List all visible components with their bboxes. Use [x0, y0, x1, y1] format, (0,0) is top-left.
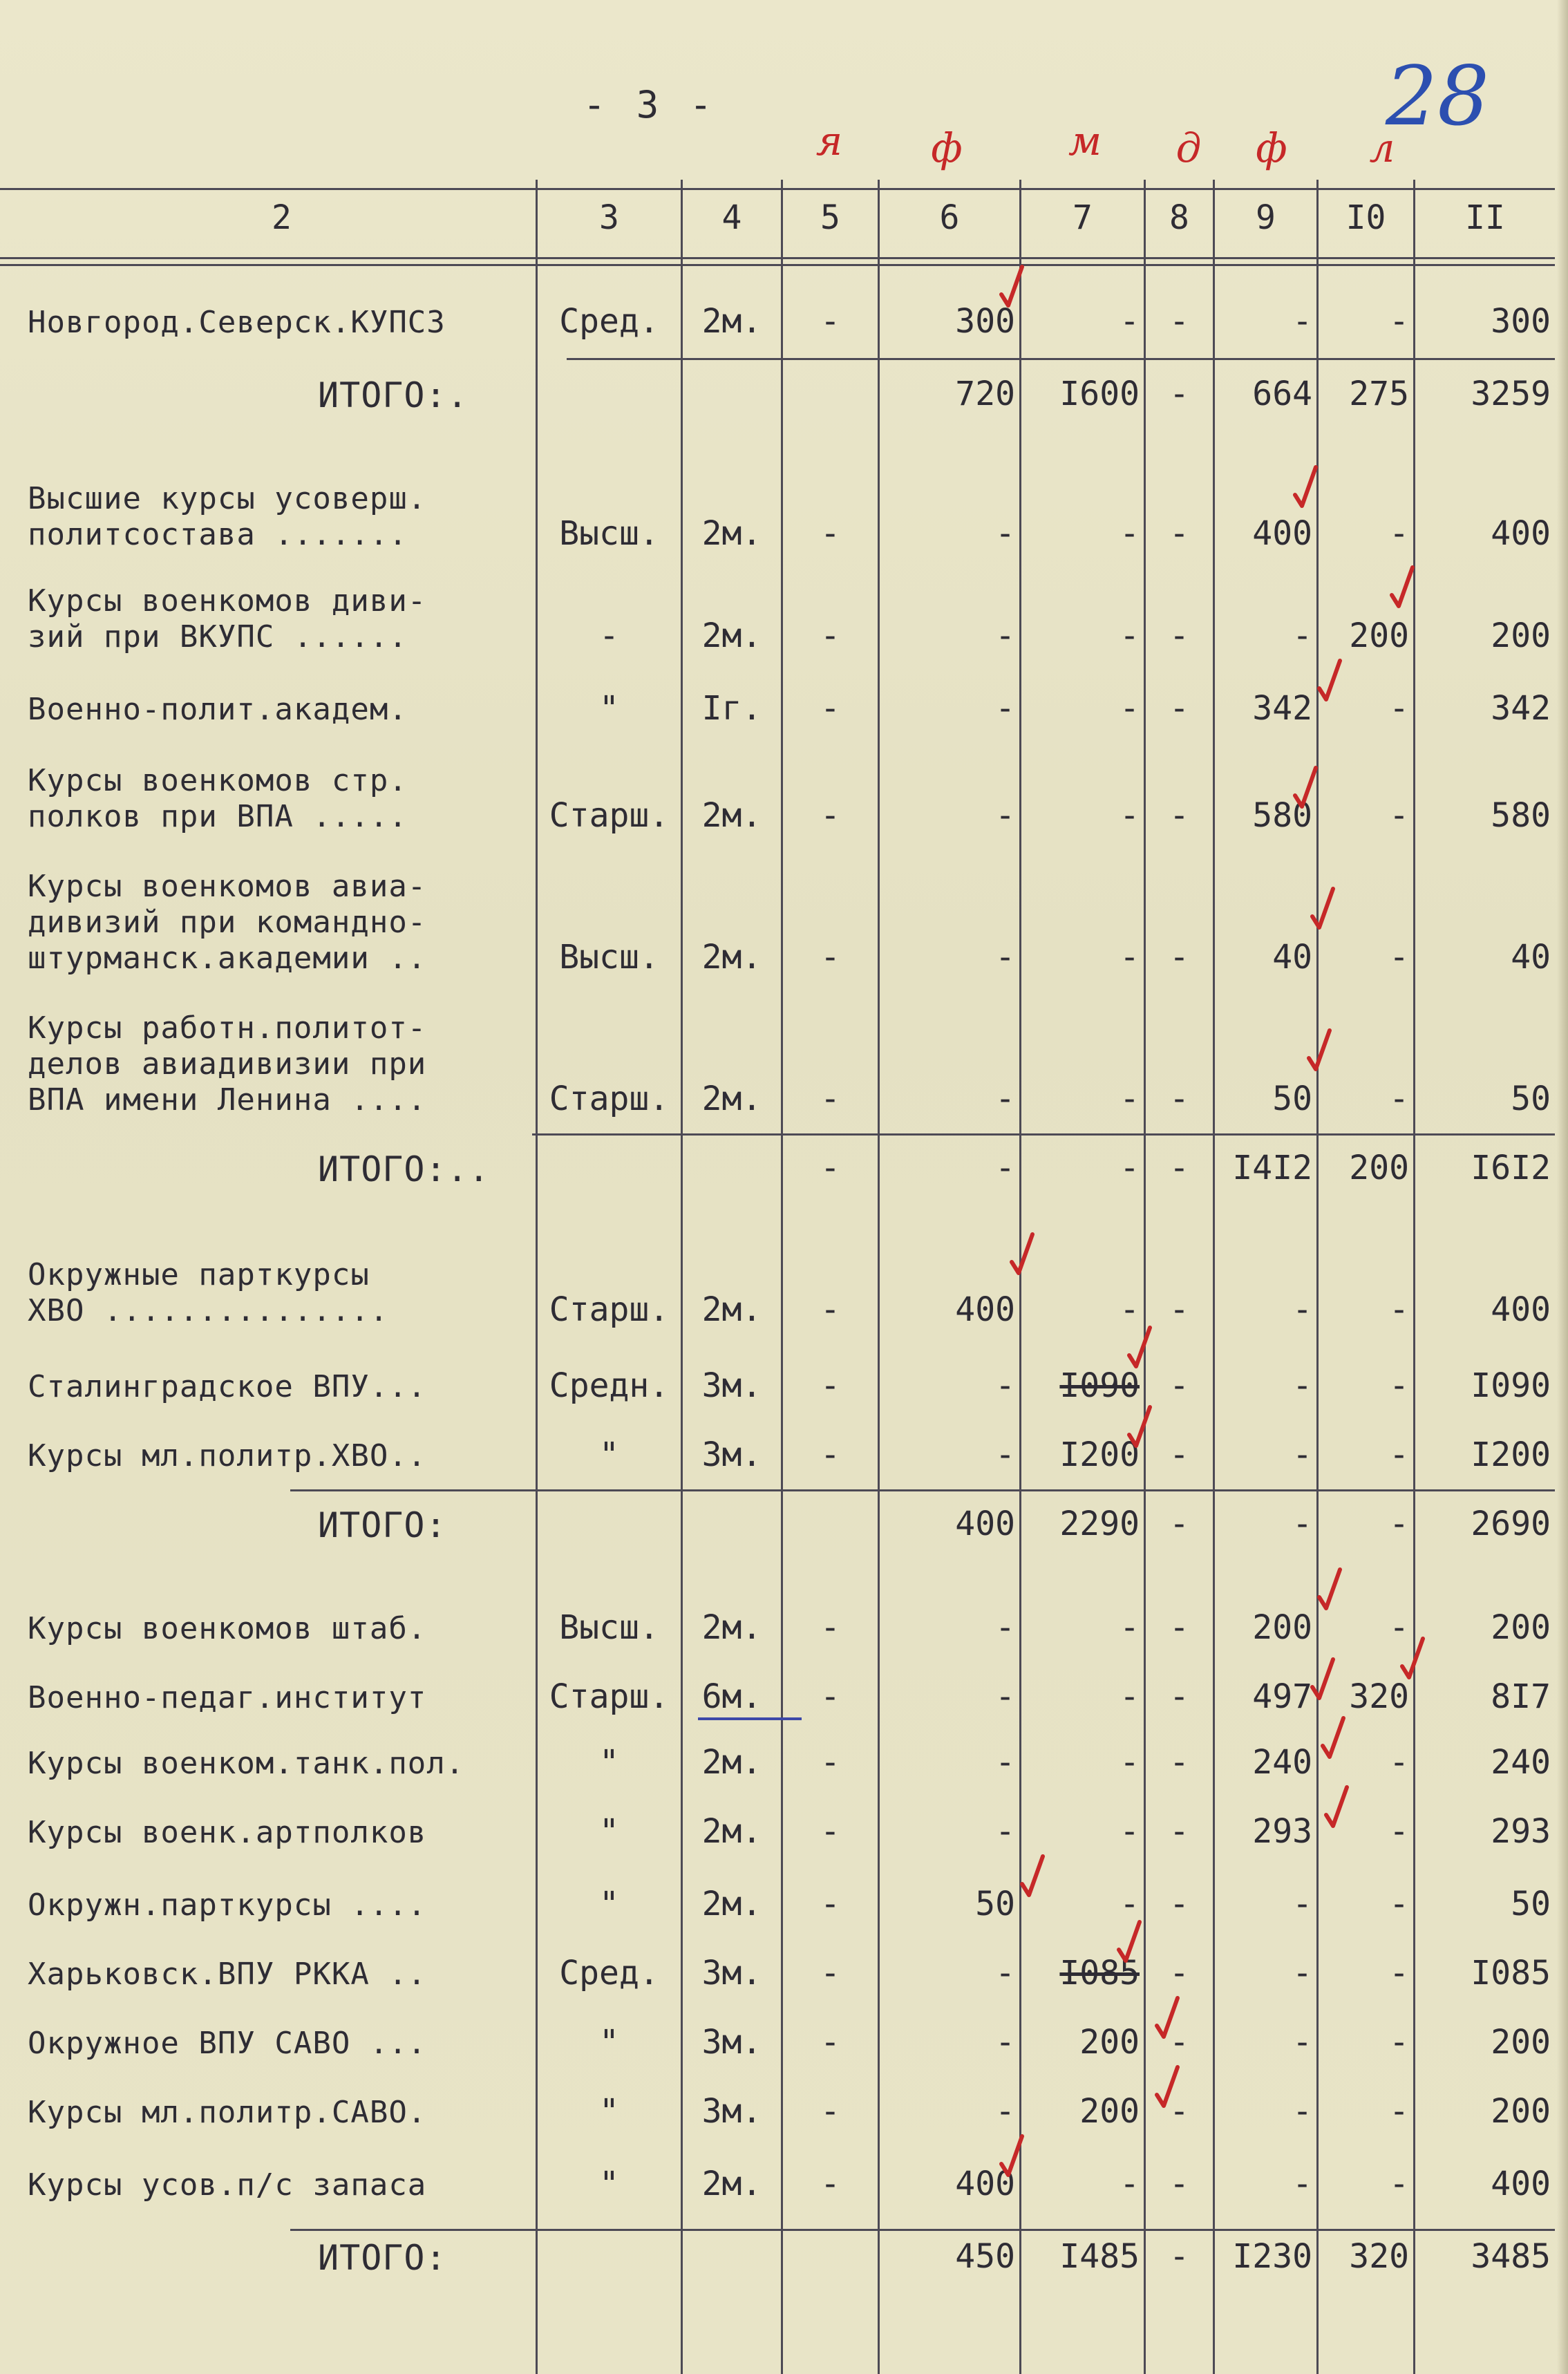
col8-cell: -: [1169, 1743, 1189, 1782]
col5-cell: -: [820, 1677, 840, 1716]
col9-cell: -: [1292, 2092, 1312, 2131]
col11-cell: I200: [1471, 1435, 1551, 1474]
col10-cell: -: [1389, 1954, 1409, 1993]
col9-cell: 497: [1252, 1677, 1312, 1716]
level-cell: Высш.: [559, 1608, 659, 1647]
course-name: Курсы военкомов штаб.: [28, 1611, 427, 1646]
col6-cell: 720: [955, 375, 1015, 413]
col5-cell: [783, 2236, 878, 2277]
col10-cell: -: [1389, 1812, 1409, 1851]
course-name: Курсы военкомов авиа- дивизий при командно- штурманск.академии ..: [28, 869, 427, 976]
level-cell: -: [599, 616, 619, 655]
col11-cell: 580: [1491, 796, 1551, 835]
col11-cell: 400: [1491, 514, 1551, 553]
red-annotation-letter: д: [1175, 124, 1202, 171]
col10-cell: -: [1389, 689, 1409, 728]
section-rule: [532, 1133, 1555, 1136]
col10-cell: 275: [1349, 375, 1409, 413]
column-header-6: 6: [939, 198, 960, 237]
col10-cell: -: [1389, 1435, 1409, 1474]
column-header-11: II: [1465, 198, 1505, 237]
col10-cell: -: [1389, 1080, 1409, 1118]
total-label: ИТОГО:: [318, 1505, 447, 1545]
duration-cell: [683, 2236, 781, 2277]
course-name: Окружные парткурсы ХВО ...............: [28, 1257, 389, 1328]
col7-cell: I200: [1059, 1435, 1140, 1474]
col10-cell: 200: [1349, 616, 1409, 655]
col7-cell: -: [1120, 1743, 1140, 1782]
col11-cell: 200: [1491, 2092, 1551, 2131]
red-annotation-letter: ф: [931, 124, 963, 171]
col5-cell: -: [820, 616, 840, 655]
duration-cell: 2м.: [701, 616, 762, 655]
col5-cell: -: [820, 938, 840, 977]
red-check-mark-icon: [1389, 563, 1417, 612]
col8-cell: -: [1169, 1149, 1189, 1187]
col10-cell: -: [1389, 514, 1409, 553]
level-cell: ": [599, 2165, 619, 2203]
red-check-mark-icon: [1116, 1918, 1144, 1966]
col6-cell: -: [995, 1677, 1015, 1716]
col10-cell: 320: [1349, 1677, 1409, 1716]
col11-cell: 200: [1491, 2023, 1551, 2062]
col7-cell: 2290: [1059, 1505, 1140, 1543]
duration-cell: Iг.: [701, 689, 762, 728]
duration-cell: 2м.: [701, 1812, 762, 1851]
col6-cell: -: [995, 616, 1015, 655]
total-label: ИТОГО:.: [318, 375, 469, 415]
col9-cell: 50: [1272, 1080, 1312, 1118]
red-check-mark-icon: [1323, 1783, 1351, 1831]
col9-cell: 342: [1252, 689, 1312, 728]
level-cell: ": [599, 2092, 619, 2131]
col5-cell: -: [820, 1743, 840, 1782]
col7-cell: -: [1120, 689, 1140, 728]
col7-cell: I090: [1059, 1366, 1140, 1405]
col7-cell: -: [1120, 938, 1140, 977]
col7-cell: I085: [1059, 1954, 1140, 1993]
level-cell: Сред.: [559, 1954, 659, 1993]
col5-cell: -: [820, 1812, 840, 1851]
col8-cell: -: [1169, 375, 1189, 413]
col10-cell: -: [1389, 1885, 1409, 1923]
col9-cell: 40: [1272, 938, 1312, 977]
col8-cell: -: [1169, 1080, 1189, 1118]
course-name: Курсы военкомов диви- зий при ВКУПС ......: [28, 583, 427, 654]
column-header-4: 4: [721, 198, 742, 237]
col8-cell: -: [1169, 2023, 1189, 2062]
header-double-rule: [0, 264, 1555, 266]
level-cell: Старш.: [549, 796, 670, 835]
red-annotation-letter: ф: [1256, 124, 1287, 171]
col10-cell: -: [1389, 938, 1409, 977]
col6-cell: -: [995, 1743, 1015, 1782]
col7-cell: -: [1120, 1677, 1140, 1716]
red-check-mark-icon: [1009, 1230, 1037, 1279]
red-check-mark-icon: [1019, 1852, 1047, 1901]
column-header-5: 5: [820, 198, 840, 237]
col7-cell: -: [1120, 1290, 1140, 1329]
col10-cell: -: [1389, 2165, 1409, 2203]
col8-cell: -: [1169, 1608, 1189, 1647]
col7-cell: -: [1120, 1885, 1140, 1923]
col8-cell: -: [1169, 1290, 1189, 1329]
col11-cell: 40: [1511, 938, 1551, 977]
course-name: Курсы военкомов стр. полков при ВПА .....: [28, 763, 408, 834]
col9-cell: 293: [1252, 1812, 1312, 1851]
col11-cell: 400: [1491, 1290, 1551, 1329]
col7-cell: -: [1120, 2165, 1140, 2203]
page-edge-shadow: [1557, 0, 1568, 2374]
total-label: ИТОГО:..: [318, 1149, 490, 1189]
col5-cell: -: [820, 2092, 840, 2131]
col8-cell: -: [1169, 1677, 1189, 1716]
col6-cell: -: [995, 1149, 1015, 1187]
duration-cell: [683, 373, 781, 415]
col6-cell: 400: [955, 1290, 1015, 1329]
archive-number-handwritten: 28: [1385, 48, 1490, 144]
col9-cell: -: [1292, 1885, 1312, 1923]
col6-cell: -: [995, 938, 1015, 977]
course-name: Военно-полит.академ.: [28, 692, 408, 727]
col6-cell: 450: [955, 2237, 1015, 2276]
duration-cell: 2м.: [701, 1743, 762, 1782]
col10-cell: -: [1389, 1608, 1409, 1647]
col10-cell: 200: [1349, 1149, 1409, 1187]
duration-cell: 2м.: [701, 1290, 762, 1329]
col5-cell: -: [820, 1954, 840, 1993]
col5-cell: -: [820, 1149, 840, 1187]
duration-cell: 3м.: [701, 1435, 762, 1474]
red-check-mark-icon: [1154, 2063, 1182, 2111]
col8-cell: -: [1169, 1885, 1189, 1923]
col6-cell: 50: [975, 1885, 1015, 1923]
col5-cell: [783, 1503, 878, 1545]
column-header-3: 3: [599, 198, 619, 237]
level-cell: Старш.: [549, 1677, 670, 1716]
level-cell: Старш.: [549, 1290, 670, 1329]
col9-cell: -: [1292, 1290, 1312, 1329]
col7-cell: -: [1120, 1149, 1140, 1187]
level-cell: ": [599, 689, 619, 728]
col11-cell: 200: [1491, 616, 1551, 655]
col10-cell: -: [1389, 1505, 1409, 1543]
col7-cell: -: [1120, 1812, 1140, 1851]
course-name: Курсы мл.политр.ХВО..: [28, 1438, 427, 1473]
col6-cell: -: [995, 1608, 1015, 1647]
col5-cell: -: [820, 302, 840, 341]
course-name: Сталинградское ВПУ...: [28, 1369, 427, 1404]
duration-cell: [683, 1147, 781, 1189]
section-rule: [290, 1489, 1555, 1491]
section-rule: [567, 358, 1555, 360]
col9-cell: -: [1292, 616, 1312, 655]
duration-cell: 2м.: [701, 796, 762, 835]
col6-cell: -: [995, 1080, 1015, 1118]
col8-cell: -: [1169, 938, 1189, 977]
red-check-mark-icon: [1126, 1323, 1154, 1372]
level-cell: [538, 1503, 681, 1545]
level-cell: ": [599, 1812, 619, 1851]
col9-cell: I230: [1232, 2237, 1312, 2276]
column-header-10: I0: [1345, 198, 1386, 237]
level-cell: Старш.: [549, 1080, 670, 1118]
col6-cell: -: [995, 2023, 1015, 2062]
col8-cell: -: [1169, 616, 1189, 655]
col6-cell: -: [995, 1954, 1015, 1993]
col5-cell: -: [820, 1435, 840, 1474]
col10-cell: -: [1389, 1290, 1409, 1329]
col5-cell: -: [820, 1080, 840, 1118]
col9-cell: -: [1292, 1505, 1312, 1543]
level-cell: ": [599, 1885, 619, 1923]
level-cell: ": [599, 2023, 619, 2062]
col9-cell: I4I2: [1232, 1149, 1312, 1187]
course-name: Высшие курсы усоверш. политсостава .......: [28, 481, 427, 552]
level-cell: ": [599, 1743, 619, 1782]
red-check-mark-icon: [999, 263, 1026, 311]
red-check-mark-icon: [1316, 1565, 1344, 1614]
col8-cell: -: [1169, 1435, 1189, 1474]
duration-cell: 2м.: [701, 1080, 762, 1118]
course-name: Новгород.Северск.КУПСЗ: [28, 305, 446, 340]
duration-cell: 3м.: [701, 2092, 762, 2131]
col7-cell: -: [1120, 616, 1140, 655]
col6-cell: -: [995, 1435, 1015, 1474]
col7-cell: -: [1120, 514, 1140, 553]
col6-cell: -: [995, 796, 1015, 835]
col11-cell: 240: [1491, 1743, 1551, 1782]
col11-cell: 293: [1491, 1812, 1551, 1851]
col9-cell: 580: [1252, 796, 1312, 835]
col5-cell: -: [820, 796, 840, 835]
duration-cell: 2м.: [701, 938, 762, 977]
col9-cell: 240: [1252, 1743, 1312, 1782]
red-check-mark-icon: [1292, 764, 1320, 812]
col7-cell: I485: [1059, 2237, 1140, 2276]
red-check-mark-icon: [1306, 1026, 1334, 1075]
col11-cell: 50: [1511, 1885, 1551, 1923]
red-check-mark-icon: [1292, 463, 1320, 511]
duration-cell: 3м.: [701, 1366, 762, 1405]
course-name: Курсы работн.политот- делов авиадивизии при ВПА имени Ленина ....: [28, 1010, 427, 1118]
course-name: Окружн.парткурсы ....: [28, 1887, 427, 1923]
col10-cell: -: [1389, 2023, 1409, 2062]
red-check-mark-icon: [1399, 1635, 1427, 1683]
duration-cell: 6м.: [701, 1677, 762, 1716]
col6-cell: -: [995, 514, 1015, 553]
course-name: Окружное ВПУ САВО ...: [28, 2026, 427, 2061]
col5-cell: -: [820, 2165, 840, 2203]
duration-cell: 3м.: [701, 1954, 762, 1993]
duration-cell: [683, 1503, 781, 1545]
col5-cell: -: [820, 1290, 840, 1329]
column-header-9: 9: [1256, 198, 1276, 237]
col6-cell: 400: [955, 1505, 1015, 1543]
column-header-7: 7: [1073, 198, 1093, 237]
col9-cell: -: [1292, 1366, 1312, 1405]
column-header-8: 8: [1169, 198, 1189, 237]
col8-cell: -: [1169, 1812, 1189, 1851]
duration-cell: 2м.: [701, 302, 762, 341]
duration-cell: 2м.: [701, 514, 762, 553]
col11-cell: 342: [1491, 689, 1551, 728]
red-check-mark-icon: [1126, 1403, 1154, 1451]
col11-cell: 2690: [1471, 1505, 1551, 1543]
col11-cell: 50: [1511, 1080, 1551, 1118]
red-annotation-letter: м: [1068, 117, 1102, 164]
col9-cell: -: [1292, 302, 1312, 341]
page-number: - 3 -: [583, 83, 717, 126]
col10-cell: -: [1389, 796, 1409, 835]
col9-cell: -: [1292, 2023, 1312, 2062]
col8-cell: -: [1169, 2237, 1189, 2276]
red-check-mark-icon: [1154, 1994, 1182, 2042]
col7-cell: -: [1120, 1608, 1140, 1647]
column-header-2: 2: [272, 198, 292, 237]
col11-cell: 300: [1491, 302, 1551, 341]
col7-cell: I600: [1059, 375, 1140, 413]
red-check-mark-icon: [1310, 885, 1337, 933]
col5-cell: -: [820, 1885, 840, 1923]
col10-cell: -: [1389, 302, 1409, 341]
col7-cell: 200: [1079, 2023, 1140, 2062]
col11-cell: I085: [1471, 1954, 1551, 1993]
col6-cell: -: [995, 1812, 1015, 1851]
col10-cell: -: [1389, 1366, 1409, 1405]
col11-cell: 3259: [1471, 375, 1551, 413]
col9-cell: -: [1292, 2165, 1312, 2203]
col6-cell: 400: [955, 2165, 1015, 2203]
col8-cell: -: [1169, 2165, 1189, 2203]
col8-cell: -: [1169, 2092, 1189, 2131]
level-cell: Средн.: [549, 1366, 670, 1405]
red-annotation-letter: я: [815, 117, 843, 164]
col11-cell: I090: [1471, 1366, 1551, 1405]
section-rule: [290, 2229, 1555, 2231]
col7-cell: -: [1120, 302, 1140, 341]
col7-cell: -: [1120, 796, 1140, 835]
col9-cell: -: [1292, 1954, 1312, 1993]
col8-cell: -: [1169, 302, 1189, 341]
duration-cell: 2м.: [701, 1608, 762, 1647]
duration-cell: 3м.: [701, 2023, 762, 2062]
col5-cell: -: [820, 514, 840, 553]
col5-cell: [783, 373, 878, 415]
col8-cell: -: [1169, 1505, 1189, 1543]
col5-cell: -: [820, 689, 840, 728]
level-cell: Высш.: [559, 514, 659, 553]
col8-cell: -: [1169, 1366, 1189, 1405]
blue-underline-mark: [698, 1717, 802, 1720]
course-name: Курсы военком.танк.пол.: [28, 1746, 465, 1781]
col9-cell: 400: [1252, 514, 1312, 553]
col6-cell: 300: [955, 302, 1015, 341]
col9-cell: -: [1292, 1435, 1312, 1474]
col11-cell: I6I2: [1471, 1149, 1551, 1187]
col8-cell: -: [1169, 514, 1189, 553]
col7-cell: 200: [1079, 2092, 1140, 2131]
red-check-mark-icon: [1310, 1655, 1337, 1704]
col11-cell: 200: [1491, 1608, 1551, 1647]
col6-cell: -: [995, 689, 1015, 728]
col8-cell: -: [1169, 1954, 1189, 1993]
duration-cell: 2м.: [701, 1885, 762, 1923]
col8-cell: -: [1169, 796, 1189, 835]
col9-cell: 200: [1252, 1608, 1312, 1647]
col10-cell: -: [1389, 1743, 1409, 1782]
col9-cell: 664: [1252, 375, 1312, 413]
header-bottom-rule: [0, 257, 1555, 259]
col5-cell: -: [820, 1366, 840, 1405]
col11-cell: 3485: [1471, 2237, 1551, 2276]
total-label: ИТОГО:: [318, 2238, 447, 2278]
col7-cell: -: [1120, 1080, 1140, 1118]
level-cell: Высш.: [559, 938, 659, 977]
duration-cell: 2м.: [701, 2165, 762, 2203]
col11-cell: 8I7: [1491, 1677, 1551, 1716]
header-top-rule: [0, 188, 1555, 190]
red-check-mark-icon: [1320, 1714, 1348, 1762]
col5-cell: -: [820, 1608, 840, 1647]
course-name: Курсы военк.артполков: [28, 1815, 427, 1850]
col10-cell: -: [1389, 2092, 1409, 2131]
level-cell: [538, 373, 681, 415]
level-cell: Сред.: [559, 302, 659, 341]
course-name: Харьковск.ВПУ РККА ..: [28, 1957, 427, 1992]
col11-cell: 400: [1491, 2165, 1551, 2203]
col6-cell: -: [995, 2092, 1015, 2131]
course-name: Военно-педаг.институт: [28, 1680, 427, 1715]
level-cell: ": [599, 1435, 619, 1474]
course-name: Курсы усов.п/с запаса: [28, 2167, 427, 2203]
col8-cell: -: [1169, 689, 1189, 728]
level-cell: [538, 1147, 681, 1189]
red-check-mark-icon: [999, 2132, 1026, 2180]
col5-cell: -: [820, 2023, 840, 2062]
level-cell: [538, 2236, 681, 2277]
red-annotation-letter: л: [1369, 124, 1395, 171]
col6-cell: -: [995, 1366, 1015, 1405]
course-name: Курсы мл.политр.САВО.: [28, 2095, 427, 2130]
col10-cell: 320: [1349, 2237, 1409, 2276]
red-check-mark-icon: [1316, 657, 1344, 705]
